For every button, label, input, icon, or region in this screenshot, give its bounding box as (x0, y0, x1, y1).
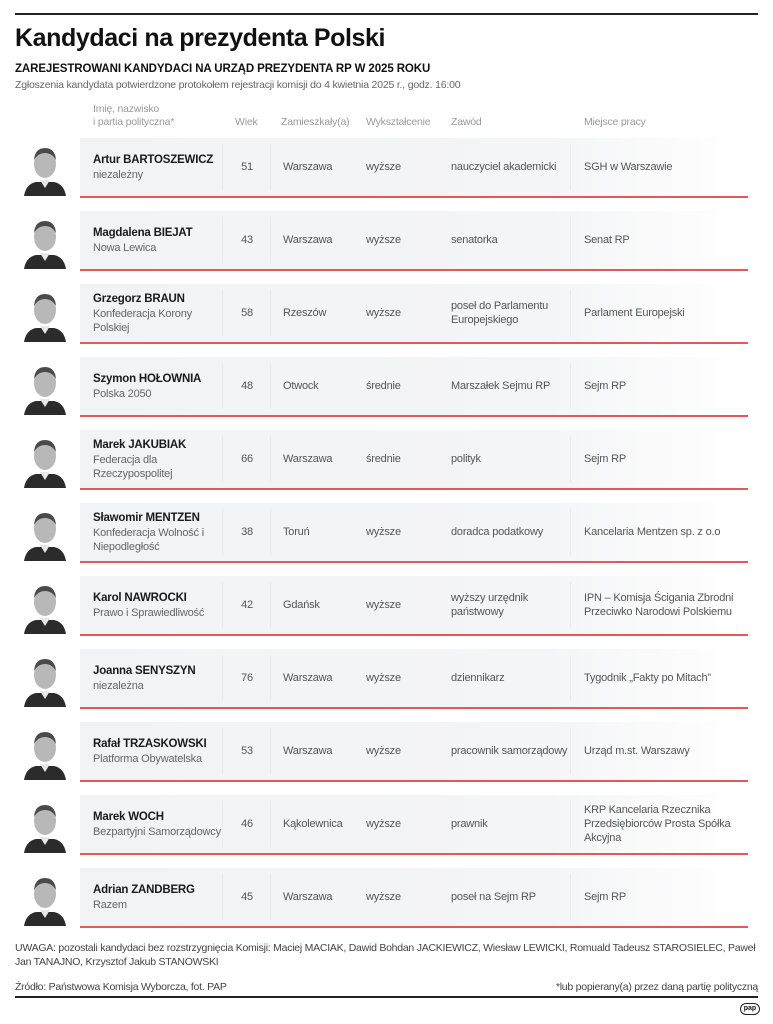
candidate-age: 51 (241, 161, 253, 173)
candidate-workplace: KRP Kancelaria Rzecznika Przedsiębiorców Prosta Spółka Akcyjna (584, 804, 731, 844)
candidate-residence: Rzeszów (283, 307, 327, 319)
row-divider-red (80, 780, 748, 782)
cell-divider (270, 582, 271, 628)
candidate-occupation: prawnik (451, 818, 488, 830)
candidate-cell (93, 868, 223, 926)
candidate-residence: Warszawa (283, 161, 333, 173)
candidate-workplace: Sejm RP (584, 891, 626, 903)
candidate-photo (22, 870, 68, 926)
candidate-cell (93, 649, 223, 707)
candidate-residence: Warszawa (283, 234, 333, 246)
candidate-education: wyższe (366, 672, 401, 684)
row-divider-red (80, 561, 748, 563)
candidate-occupation: wyższy urzędnik państwowy (451, 592, 529, 618)
candidate-education: wyższe (366, 526, 401, 538)
candidate-photo (22, 286, 68, 342)
candidate-photo (22, 140, 68, 196)
cell-divider (570, 144, 571, 190)
candidate-age: 53 (241, 745, 253, 757)
candidate-workplace: Sejm RP (584, 453, 626, 465)
table-row (0, 284, 773, 357)
candidate-residence: Gdańsk (283, 599, 320, 611)
candidate-residence: Kąkolewnica (283, 818, 343, 830)
candidate-occupation: senatorka (451, 234, 498, 246)
table-row (0, 576, 773, 649)
candidate-residence: Warszawa (283, 891, 333, 903)
candidate-residence: Toruń (283, 526, 310, 538)
candidate-occupation: poseł na Sejm RP (451, 891, 536, 903)
row-divider-red (80, 488, 748, 490)
table-row (0, 649, 773, 722)
candidate-photo (22, 724, 68, 780)
bottom-rule (15, 996, 758, 998)
cell-divider (570, 874, 571, 920)
column-header-workplace: Miejsce pracy (584, 116, 646, 128)
column-header-age: Wiek (235, 116, 258, 128)
cell-divider (270, 874, 271, 920)
candidate-party: Nowa Lewica (93, 241, 157, 254)
cell-divider (270, 728, 271, 774)
table-row (0, 211, 773, 284)
candidate-cell (93, 284, 223, 342)
cell-divider (270, 217, 271, 263)
candidate-name: Karol NAWROCKI (93, 591, 187, 604)
candidate-education: wyższe (366, 161, 401, 173)
candidate-name: Rafał TRZASKOWSKI (93, 737, 207, 750)
cell-divider (570, 363, 571, 409)
column-header-education: Wykształcenie (366, 116, 431, 128)
candidate-name: Joanna SENYSZYN (93, 664, 196, 677)
candidate-name: Marek WOCH (93, 810, 164, 823)
cell-divider (570, 509, 571, 555)
footnote: *lub popierany(a) przez daną partię polityczną (555, 981, 758, 993)
candidate-workplace: Parlament Europejski (584, 307, 685, 319)
candidate-party: Razem (93, 898, 127, 911)
cell-divider (570, 655, 571, 701)
candidate-name: Szymon HOŁOWNIA (93, 372, 202, 385)
table-row (0, 138, 773, 211)
candidate-photo (22, 213, 68, 269)
column-header-name (93, 103, 174, 129)
candidate-education: wyższe (366, 891, 401, 903)
pap-logo: pap (740, 1003, 760, 1015)
table-row (0, 722, 773, 795)
candidate-residence: Warszawa (283, 745, 333, 757)
candidate-workplace: Senat RP (584, 234, 630, 246)
column-header-occupation: Zawód (451, 116, 482, 128)
column-header-name-line2: i partia polityczna* (93, 116, 175, 128)
candidate-workplace: SGH w Warszawie (584, 161, 673, 173)
cell-divider (270, 801, 271, 847)
candidate-photo (22, 359, 68, 415)
cell-divider (270, 290, 271, 336)
cell-divider (570, 582, 571, 628)
row-divider-red (80, 926, 748, 928)
candidate-name: Adrian ZANDBERG (93, 883, 195, 896)
candidate-occupation: Marszałek Sejmu RP (451, 380, 551, 392)
candidate-age: 42 (241, 599, 253, 611)
candidate-cell (93, 722, 223, 780)
candidate-photo (22, 432, 68, 488)
candidate-age: 38 (241, 526, 253, 538)
cell-divider (570, 728, 571, 774)
page-title: Kandydaci na prezydenta Polski (15, 24, 386, 52)
candidate-residence: Warszawa (283, 672, 333, 684)
column-header-name-line1: Imię, nazwisko (93, 103, 160, 115)
candidate-workplace: Sejm RP (584, 380, 626, 392)
candidate-workplace: Kancelaria Mentzen sp. z o.o (584, 526, 721, 538)
candidate-age: 46 (241, 818, 253, 830)
table-row (0, 795, 773, 868)
table-row (0, 868, 773, 941)
top-rule (15, 13, 758, 15)
candidate-residence: Otwock (283, 380, 319, 392)
candidate-party: Bezpartyjni Samorządowcy (93, 825, 221, 838)
cell-divider (270, 436, 271, 482)
candidate-cell (93, 576, 223, 634)
candidate-party: Federacja dla Rzeczypospolitej (93, 453, 173, 480)
candidate-occupation: pracownik samorządowy (451, 745, 568, 757)
column-header-residence: Zamieszkały(a) (281, 116, 350, 128)
candidate-photo (22, 651, 68, 707)
candidate-education: wyższe (366, 599, 401, 611)
cell-divider (270, 509, 271, 555)
candidate-occupation: doradca podatkowy (451, 526, 543, 538)
candidate-party: Konfederacja Korony Polskiej (93, 307, 192, 334)
table-row (0, 357, 773, 430)
candidate-education: wyższe (366, 234, 401, 246)
candidate-cell (93, 430, 223, 488)
cell-divider (570, 801, 571, 847)
candidate-age: 48 (241, 380, 253, 392)
candidate-age: 43 (241, 234, 253, 246)
cell-divider (570, 290, 571, 336)
table-row (0, 430, 773, 503)
candidate-cell (93, 211, 223, 269)
candidate-photo (22, 578, 68, 634)
page-description: Zgłoszenia kandydata potwierdzone protokołem rejestracji komisji do 4 kwietnia 2025 r., godz. 16:00 (15, 79, 461, 91)
candidate-residence: Warszawa (283, 453, 333, 465)
cell-divider (570, 436, 571, 482)
candidate-education: wyższe (366, 307, 401, 319)
candidate-party: Konfederacja Wolność i Niepodległość (93, 526, 204, 553)
candidate-age: 76 (241, 672, 253, 684)
cell-divider (270, 655, 271, 701)
candidate-party: Prawo i Sprawiedliwość (93, 606, 205, 619)
candidate-age: 45 (241, 891, 253, 903)
candidate-party: Polska 2050 (93, 387, 152, 400)
candidate-name: Grzegorz BRAUN (93, 292, 185, 305)
candidate-occupation: poseł do Parlamentu Europejskiego (451, 300, 549, 326)
row-divider-red (80, 707, 748, 709)
candidate-education: średnie (366, 380, 401, 392)
candidate-education: wyższe (366, 745, 401, 757)
page-subtitle: ZAREJESTROWANI KANDYDACI NA URZĄD PREZYDENTA RP W 2025 ROKU (15, 63, 431, 75)
candidate-party: Platforma Obywatelska (93, 752, 202, 765)
candidate-cell (93, 503, 223, 561)
row-divider-red (80, 342, 748, 344)
candidate-photo (22, 505, 68, 561)
candidate-occupation: nauczyciel akademicki (451, 161, 557, 173)
candidate-workplace: Urząd m.st. Warszawy (584, 745, 690, 757)
candidate-party: niezależna (93, 679, 144, 692)
cell-divider (270, 144, 271, 190)
candidate-party: niezależny (93, 168, 143, 181)
candidate-occupation: dziennikarz (451, 672, 505, 684)
row-divider-red (80, 415, 748, 417)
row-divider-red (80, 634, 748, 636)
candidate-occupation: polityk (451, 453, 481, 465)
row-divider-red (80, 269, 748, 271)
candidate-name: Magdalena BIEJAT (93, 226, 193, 239)
candidate-education: wyższe (366, 818, 401, 830)
candidate-name: Marek JAKUBIAK (93, 438, 187, 451)
candidate-name: Artur BARTOSZEWICZ (93, 153, 214, 166)
candidate-workplace: Tygodnik „Fakty po Mitach” (584, 672, 711, 684)
row-divider-red (80, 853, 748, 855)
source-credit: Źródło: Państwowa Komisja Wyborcza, fot. PAP (15, 981, 227, 993)
table-row (0, 503, 773, 576)
candidate-cell (93, 795, 223, 853)
footer-note: UWAGA: pozostali kandydaci bez rozstrzygnięcia Komisji: Maciej MACIAK, Dawid Bohdan JACKIEWICZ, Wiesław LEWICKI, Romuald Tadeusz STAROSIELEC, Paweł Jan TANAJNO, Krzysztof Jakub STANOWSKI (15, 942, 756, 968)
candidate-age: 58 (241, 307, 253, 319)
cell-divider (270, 363, 271, 409)
candidate-education: średnie (366, 453, 401, 465)
row-divider-red (80, 196, 748, 198)
cell-divider (570, 217, 571, 263)
candidate-name: Sławomir MENTZEN (93, 511, 200, 524)
candidate-workplace: IPN – Komisja Ścigania Zbrodni Przeciwko Narodowi Polskiemu (584, 592, 734, 618)
candidate-photo (22, 797, 68, 853)
candidate-age: 66 (241, 453, 253, 465)
candidate-cell (93, 138, 223, 196)
candidate-cell (93, 357, 223, 415)
